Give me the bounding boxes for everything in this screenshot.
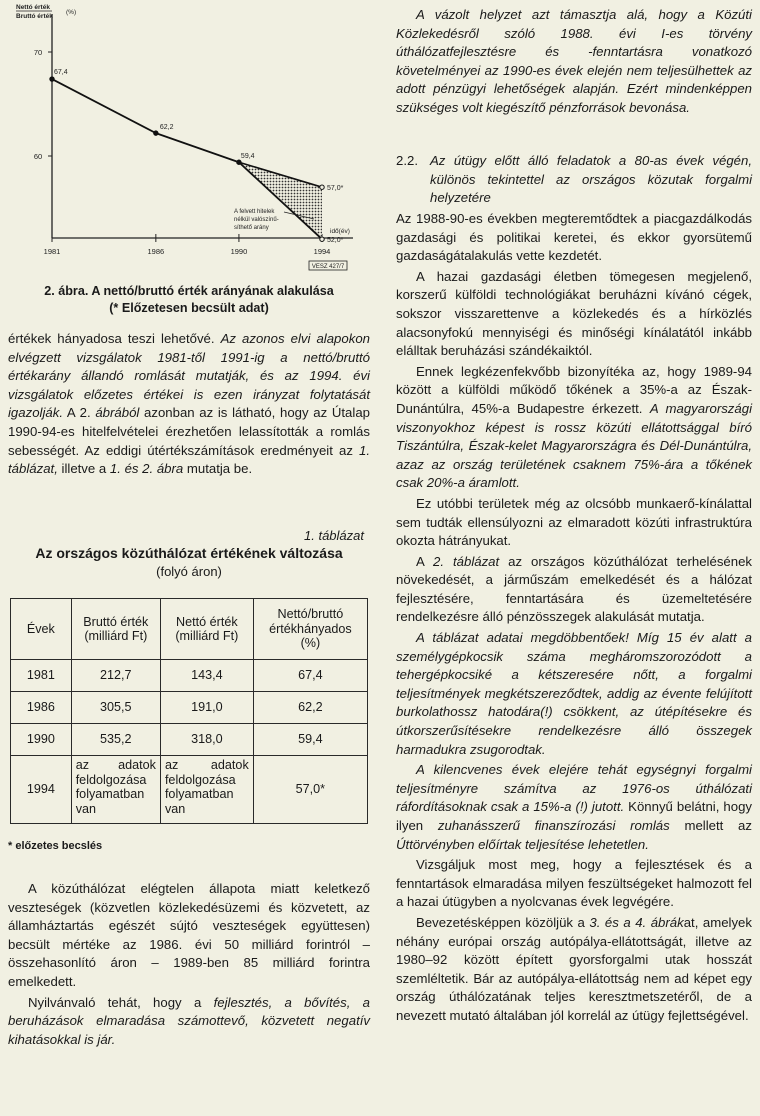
italic-run: 3. és a 4. ábrák	[589, 914, 684, 930]
table-header-row	[11, 599, 368, 660]
data-label: 62,2	[159, 124, 174, 132]
chart-annotation: nélkül valószínű-	[234, 217, 279, 223]
text-run: A	[416, 553, 434, 569]
text-run: Bevezetésképpen közöljük a	[416, 914, 590, 930]
data-label: 57,0*	[327, 185, 344, 193]
body-paragraph	[396, 761, 752, 854]
italic-run: 1. táblázat,	[8, 442, 370, 477]
figure-caption-note: (* Előzetesen becsült adat)	[109, 301, 269, 315]
chart-annotation: A felvett hitelek	[234, 209, 275, 215]
section-number: 2.2.	[396, 153, 418, 168]
table-subtitle: (folyó áron)	[156, 564, 222, 579]
figure-caption	[8, 283, 370, 317]
road-value-table	[10, 598, 368, 824]
table-row	[11, 756, 368, 824]
section-title: Az útügy előtt álló feladatok a 80-as évek végén, különös tekintettel az országos közutak forgalmi helyzetére	[430, 153, 752, 206]
table-cell: 305,5	[71, 692, 160, 724]
text-run: az országos közúthálózat terhelésének növekedését, a járműszám emelkedését és a hálózat fejlesztésére, fenntartására és üzemeltetésére rendelkezésre álló pénzösszegek alakulását mutatja.	[396, 553, 753, 625]
y-axis-title: Bruttó érték	[16, 13, 53, 20]
data-point	[320, 237, 324, 241]
text-run: Nyilvánvaló tehát, hogy a	[28, 994, 214, 1010]
text-run: Ez utóbbi területek még az olcsóbb munkaerő-kínálattal sem tudták ellensúlyozni az elmaradott közúti infrastruktúra okozta hátrányukat.	[396, 495, 752, 549]
body-paragraph	[396, 553, 752, 627]
italic-run: fejlesztés, a bővítés, a beruházások elmaradása számottevő, közvetett negatív kihatásokkal is jár.	[8, 994, 371, 1047]
body-paragraph	[396, 629, 752, 759]
italic-run: 2. táblázat	[433, 553, 500, 569]
table-label: 1. táblázat	[304, 528, 364, 543]
x-tick-label: 1990	[230, 247, 248, 256]
table-cell: 57,0*	[253, 756, 367, 824]
text-run: illetve a	[57, 461, 110, 477]
x-axis-title: idő(év)	[330, 228, 350, 235]
table-cell: 1990	[11, 724, 72, 756]
x-tick-label: 1994	[313, 247, 331, 256]
table-cell: 67,4	[253, 660, 367, 692]
data-label: 52,0*	[327, 237, 344, 245]
table-header: Évek	[11, 599, 72, 660]
figure-caption-title: 2. ábra. A nettó/bruttó érték arányának alakulása	[44, 284, 334, 298]
x-tick-label: 1981	[43, 247, 61, 256]
series-line-segment	[52, 79, 156, 133]
table-footnote: * előzetes becslés	[8, 840, 103, 852]
y-tick-label: 60	[33, 152, 43, 161]
italic-run: zuhanásszerű finanszírozási romlás	[437, 818, 670, 833]
text-run: értékek hányadosa teszi lehetővé.	[8, 331, 221, 346]
text-run: Vizsgáljuk most meg, hogy a fejlesztések és a fenntartások elmaradása milyen feszültségeket halmozott fel a hazai útügyben a nyolcvanas évek legvégére.	[396, 857, 752, 910]
table-cell: 212,7	[71, 660, 160, 692]
table-title: Az országos közúthálózat értékének változása	[35, 545, 343, 561]
text-run: Az 1988-90-es években megteremtődtek a piacgazdálkodás gazdasági és politikai keretei, és ekkor gyorsütemű gazdaságátalakulás vette kezdetét.	[396, 211, 752, 264]
table-header: Nettó érték (milliárd Ft)	[160, 599, 253, 660]
body-paragraph	[396, 268, 752, 361]
y-axis-unit: (%)	[66, 9, 77, 16]
left-paragraph-1	[8, 330, 370, 479]
data-label: 67,4	[54, 69, 68, 77]
italic-run: ábrából	[95, 405, 140, 421]
text-run: A 2.	[62, 405, 96, 421]
table-cell: 318,0	[160, 724, 253, 756]
italic-run: Az azonos elvi alapokon elvégzett vizsgálatok 1981-től 1991-ig a nettó/bruttó értékarány állandó romlását mutatják, és az 1994. évi vizsgálatok előzetes értékei is ezen irányzat folytatását igazolják.	[8, 331, 370, 421]
table-cell: 191,0	[160, 692, 253, 724]
italic-run: A táblázat adatai megdöbbentőek! Míg 15 év alatt a személygépkocsik száma megháromszorozódott a tehergépkocsiké a kétszeresére nőtt, a forgalmi teljesítmények megkétszereződtek, addig az évente felújított burkolathossz hatodára(!) csökkent, az útépítésekre és útkorszerűsítésekre rendelkezésre álló összegek harmadukra zsugorodtak.	[396, 630, 752, 757]
table-cell: 535,2	[71, 724, 160, 756]
italic-run: A kilencvenes évek elejére tehát egységnyi forgalmi teljesítményre számítva az 1976-os úthálózati ráfordításoknak csak a 15%-a (!) jutott.	[396, 762, 752, 815]
y-tick-label: 70	[33, 48, 43, 57]
italic-run: Úttörvényben előírtak teljesítése lehetetlen.	[396, 836, 649, 852]
italic-run: A magyarországi viszonyokhoz képest is rossz közúti ellátottsággal bíró Tiszántúlra, Észak-kelet Magyarországra és Dél-Dunántúlra, azaz az ország területének csaknem 75%-ára a tőkének csak 20%-a áramlott.	[396, 400, 752, 491]
text-run: azonban az is látható, hogy az Útalap 1990-94-es hitelfelvételei érezhetően lelassították a romlás sebességét. Az eddigi útértékszámítások eredményeit az	[8, 405, 370, 458]
chart-svg	[8, 0, 370, 280]
table-cell: 1981	[11, 660, 72, 692]
section-heading	[396, 152, 752, 208]
data-label: 59,4	[240, 153, 255, 161]
text-run: mutatja be.	[183, 461, 253, 477]
table-row	[11, 660, 368, 692]
table-header: Nettó/bruttó értékhányados (%)	[253, 599, 367, 660]
text-run: mellett az	[669, 818, 752, 833]
table-cell: az adatok feldolgozása folyamatban van	[160, 756, 253, 824]
body-paragraph	[396, 210, 752, 266]
text-run: A hazai gazdasági életben tömegesen megjelenő, korszerű külföldi technológiákat beruházni kívánó cégek, sokszor visszarettenve a közlekedés és a hírközlés alacsonyfokú mennyiségi és minőségi kínálatától inkább elálltak beruházási szándékaiktól.	[396, 268, 752, 359]
table-cell: az adatok feldolgozása folyamatban van	[71, 756, 160, 824]
table-cell: 62,2	[253, 692, 367, 724]
stamp-text: VESZ 427/7	[311, 264, 345, 270]
right-body	[396, 210, 752, 1026]
body-paragraph	[396, 914, 752, 1026]
table-cell: 1994	[11, 756, 72, 824]
series-line-segment	[156, 133, 239, 162]
table-row	[11, 692, 368, 724]
table-cell: 143,4	[160, 660, 253, 692]
x-tick-label: 1986	[147, 247, 165, 256]
data-point	[50, 77, 54, 81]
italic-run: 1. és 2. ábra	[109, 461, 184, 477]
left-paragraph-2: A közúthálózat elégtelen állapota miatt keletkező veszteségek (közvetlen közlekedésüzemi és közvetett, az államháztartás egészét sújtó veszteségek együttesen) becsült mértéke az 1986. évi 50 milliárd forintról – összehasonlító áron – 1989-ben 85 milliárd forintra emelkedett.	[8, 881, 370, 989]
data-point	[237, 160, 241, 164]
figure-2-chart	[8, 0, 370, 280]
body-paragraph	[396, 856, 752, 912]
body-paragraph	[396, 495, 752, 551]
text-run: Ennek legkézenfekvőbb bizonyítéka az, hogy 1989-94 között a külföldi működő tőkének a 35%-a az Észak-Dunántúlra, 45%-a Budapestre érkezett.	[396, 363, 752, 416]
right-top-paragraph: A vázolt helyzet azt támasztja alá, hogy a Közúti Közlekedésről szóló 1988. évi I-es törvény úthálózatfejlesztésre és -fenntartásra vonatkozó követelményei az 1990-es évek elején nem teljesülhettek az adott pénzügyi lehetőségek alapján. Ezért mindenképpen szükséges volt kiegészítő pénzforrások bevonása.	[396, 7, 752, 115]
body-paragraph	[396, 363, 752, 493]
left-paragraph-3	[8, 994, 370, 1050]
chart-annotation: síthető arány	[234, 225, 269, 231]
text-run: at, amelyek néhány európai ország autópálya-ellátottságát, illetve az 1980–92 között épített gyorsforgalmi utak hosszát szemléltetik. Bár az autópálya-ellátottság nem ad képet egy ország úthálózatának teljes keresztmetszetéről, de a nevezett mutató általában jól korrelál az útügy fejlettségével.	[396, 914, 752, 1023]
table-cell: 59,4	[253, 724, 367, 756]
data-point	[154, 131, 158, 135]
table-row	[11, 724, 368, 756]
text-run: Könnyű belátni, hogy ilyen	[396, 799, 752, 833]
table-cell: 1986	[11, 692, 72, 724]
data-point	[320, 185, 324, 189]
table-header: Bruttó érték (milliárd Ft)	[71, 599, 160, 660]
y-axis-title: Nettó érték	[16, 4, 50, 11]
left-bottom-text	[8, 880, 370, 1049]
